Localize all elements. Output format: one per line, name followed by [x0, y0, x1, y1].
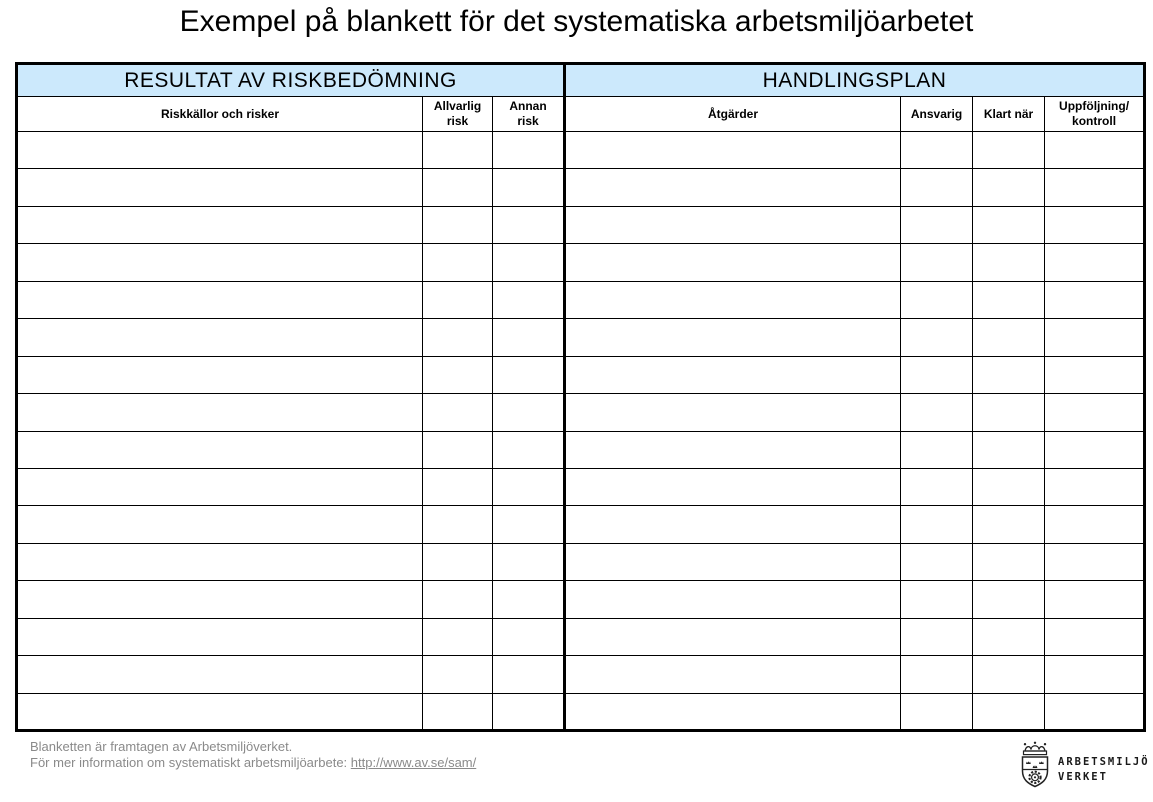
empty-cell — [423, 543, 493, 580]
empty-cell — [423, 356, 493, 393]
empty-cell — [565, 581, 901, 618]
table-row — [17, 281, 1145, 318]
table-row — [17, 506, 1145, 543]
empty-cell — [17, 281, 423, 318]
form-table — [15, 62, 1146, 732]
empty-cell — [1045, 543, 1145, 580]
empty-cell — [17, 468, 423, 505]
table-row — [17, 693, 1145, 730]
empty-cell — [493, 132, 565, 169]
column-header-label: Åtgärder — [708, 106, 759, 121]
empty-cell — [973, 431, 1045, 468]
empty-cell — [973, 506, 1045, 543]
table-row — [17, 394, 1145, 431]
empty-cell — [901, 693, 973, 730]
column-header-annan-risk — [493, 97, 565, 132]
empty-cell — [1045, 618, 1145, 655]
column-header-uppfoljning-kontroll — [1045, 97, 1145, 132]
column-header-label: Klart när — [983, 106, 1034, 121]
empty-cell — [973, 206, 1045, 243]
empty-cell — [565, 431, 901, 468]
empty-cell — [973, 244, 1045, 281]
empty-cell — [901, 506, 973, 543]
table-row — [17, 206, 1145, 243]
empty-cell — [1045, 656, 1145, 693]
empty-cell — [1045, 356, 1145, 393]
empty-cell — [17, 693, 423, 730]
arbetsmiljoverket-logo — [1017, 741, 1150, 791]
empty-cell — [493, 206, 565, 243]
column-header-label: risk — [517, 114, 539, 128]
column-header-label: kontroll — [1072, 114, 1117, 128]
empty-cell — [493, 431, 565, 468]
empty-cell — [973, 656, 1045, 693]
table-row — [17, 618, 1145, 655]
empty-cell — [493, 356, 565, 393]
empty-cell — [17, 581, 423, 618]
empty-cell — [565, 132, 901, 169]
table-row — [17, 244, 1145, 281]
empty-cell — [1045, 693, 1145, 730]
empty-cell — [17, 169, 423, 206]
column-header-riskkallor — [17, 97, 423, 132]
empty-cell — [423, 394, 493, 431]
empty-cell — [565, 618, 901, 655]
empty-cell — [565, 506, 901, 543]
empty-cell — [901, 281, 973, 318]
table-row — [17, 581, 1145, 618]
empty-cell — [423, 281, 493, 318]
column-header-label: Ansvarig — [910, 106, 963, 121]
column-header-ansvarig — [901, 97, 973, 132]
empty-cell — [17, 244, 423, 281]
footer-line1: Blanketten är framtagen av Arbetsmiljöverket. — [30, 739, 293, 754]
footer — [30, 739, 476, 770]
footer-link[interactable]: http://www.av.se/sam/ — [350, 754, 477, 770]
empty-cell — [973, 132, 1045, 169]
empty-cell — [901, 543, 973, 580]
column-header-label: Uppföljning/ — [1059, 99, 1130, 113]
empty-cell — [1045, 169, 1145, 206]
empty-cell — [1045, 206, 1145, 243]
table-row — [17, 431, 1145, 468]
empty-cell — [901, 618, 973, 655]
empty-cell — [901, 468, 973, 505]
table-row — [17, 319, 1145, 356]
section-header-row — [17, 64, 1145, 97]
empty-cell — [565, 656, 901, 693]
empty-cell — [423, 693, 493, 730]
footer-line2-text: För mer information om systematiskt arbetsmiljöarbete: — [30, 754, 351, 770]
empty-cell — [1045, 319, 1145, 356]
empty-cell — [493, 506, 565, 543]
empty-cell — [1045, 506, 1145, 543]
empty-cell — [1045, 281, 1145, 318]
empty-cell — [423, 468, 493, 505]
empty-cell — [423, 506, 493, 543]
column-header-row — [17, 97, 1145, 132]
empty-cell — [565, 468, 901, 505]
empty-cell — [901, 244, 973, 281]
empty-cell — [901, 431, 973, 468]
empty-cell — [565, 543, 901, 580]
empty-cell — [493, 169, 565, 206]
empty-cell — [423, 169, 493, 206]
empty-cell — [17, 319, 423, 356]
logo-text-line1: ARBETSMILJÖ — [1058, 756, 1150, 768]
empty-cell — [493, 581, 565, 618]
empty-cell — [565, 281, 901, 318]
empty-cell — [901, 356, 973, 393]
empty-cell — [973, 693, 1045, 730]
empty-cell — [901, 206, 973, 243]
empty-cell — [17, 431, 423, 468]
empty-cell — [565, 394, 901, 431]
risk-assessment-form-table — [15, 62, 1143, 732]
empty-cell — [565, 206, 901, 243]
column-header-label: Riskkällor och risker — [160, 106, 280, 121]
empty-cell — [493, 543, 565, 580]
empty-cell — [423, 618, 493, 655]
empty-cell — [901, 132, 973, 169]
empty-cell — [973, 281, 1045, 318]
empty-cell — [973, 356, 1045, 393]
column-header-atgarder — [565, 97, 901, 132]
empty-cell — [973, 581, 1045, 618]
logo-text — [1058, 755, 1150, 784]
empty-cell — [493, 394, 565, 431]
crown-shield-gear-icon — [1017, 741, 1053, 791]
empty-cell — [1045, 244, 1145, 281]
empty-cell — [493, 656, 565, 693]
empty-cell — [423, 431, 493, 468]
page-title: Exempel på blankett för det systematiska arbetsmiljöarbetet — [179, 5, 974, 38]
empty-cell — [493, 244, 565, 281]
empty-cell — [973, 169, 1045, 206]
empty-cell — [1045, 431, 1145, 468]
footer-line2 — [30, 755, 476, 771]
column-header-label: risk — [446, 114, 469, 128]
empty-cell — [423, 244, 493, 281]
empty-cell — [17, 206, 423, 243]
empty-cell — [423, 656, 493, 693]
empty-cell — [901, 394, 973, 431]
table-row — [17, 656, 1145, 693]
empty-cell — [493, 319, 565, 356]
empty-cell — [565, 356, 901, 393]
empty-cell — [423, 206, 493, 243]
table-row — [17, 468, 1145, 505]
empty-cell — [901, 319, 973, 356]
empty-cell — [901, 169, 973, 206]
empty-cell — [493, 468, 565, 505]
empty-cell — [1045, 132, 1145, 169]
empty-cell — [17, 656, 423, 693]
empty-cell — [1045, 581, 1145, 618]
empty-cell — [565, 693, 901, 730]
empty-cell — [17, 618, 423, 655]
empty-cell — [493, 693, 565, 730]
empty-cell — [565, 244, 901, 281]
empty-cell — [493, 618, 565, 655]
empty-cell — [423, 581, 493, 618]
empty-cell — [423, 132, 493, 169]
table-row — [17, 543, 1145, 580]
empty-cell — [17, 543, 423, 580]
empty-cell — [1045, 468, 1145, 505]
empty-cell — [17, 394, 423, 431]
logo-text-line2: VERKET — [1058, 770, 1108, 783]
empty-cell — [17, 132, 423, 169]
section-header-handlingsplan: HANDLINGSPLAN — [565, 64, 1145, 97]
empty-cell — [973, 468, 1045, 505]
column-header-label: Annan — [509, 99, 547, 113]
empty-cell — [973, 618, 1045, 655]
column-header-allvarlig-risk — [423, 97, 493, 132]
empty-cell — [901, 656, 973, 693]
empty-cell — [565, 169, 901, 206]
empty-cell — [17, 506, 423, 543]
table-row — [17, 132, 1145, 169]
empty-cell — [973, 543, 1045, 580]
column-header-klart-nar — [973, 97, 1045, 132]
empty-cell — [423, 319, 493, 356]
empty-cell — [17, 356, 423, 393]
table-row — [17, 169, 1145, 206]
empty-cell — [493, 281, 565, 318]
column-header-label: Allvarlig — [433, 99, 482, 113]
empty-cell — [901, 581, 973, 618]
section-header-resultat: RESULTAT AV RISKBEDÖMNING — [17, 64, 565, 97]
empty-cell — [973, 394, 1045, 431]
empty-cell — [973, 319, 1045, 356]
table-row — [17, 356, 1145, 393]
empty-cell — [565, 319, 901, 356]
empty-cell — [1045, 394, 1145, 431]
